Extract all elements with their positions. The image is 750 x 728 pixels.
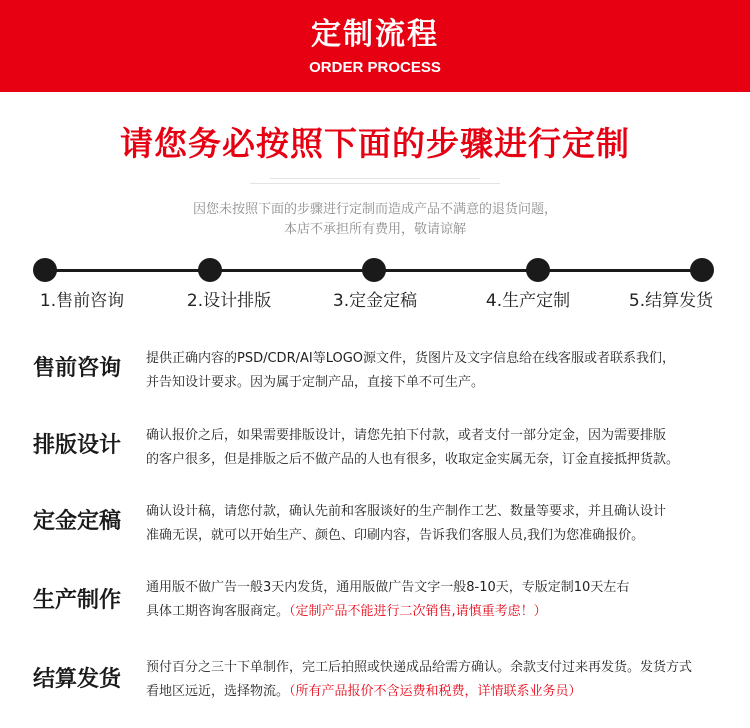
section-line	[146, 680, 736, 704]
section-title-settlement: 结算发货	[32, 667, 121, 692]
step-dot-3	[362, 258, 386, 282]
notice-line-1: 因您未按照下面的步骤进行定制而造成产品不满意的退货问题，	[192, 202, 557, 217]
notice-text	[0, 200, 750, 240]
section-line	[146, 448, 736, 472]
divider-line	[270, 178, 480, 179]
divider-line	[250, 183, 500, 184]
section-line-warning: （所有产品报价不含运费和税费，详情联系业务员）	[289, 684, 582, 699]
header-banner	[0, 0, 750, 92]
section-line	[146, 524, 736, 548]
banner-subtitle: ORDER PROCESS	[309, 59, 441, 76]
step-dot-1	[33, 258, 57, 282]
step-label-5: 5.结算发货	[628, 291, 714, 311]
step-label-4: 4.生产定制	[485, 291, 571, 311]
section-line: 确认设计稿，请您付款，确认先前和客服谈好的生产制作工艺、数量等要求，并且确认设计	[146, 504, 667, 519]
step-dot-2	[198, 258, 222, 282]
section-line-warning: （定制产品不能进行二次销售,请慎重考虑！）	[289, 604, 547, 619]
section-body-settlement	[146, 656, 736, 704]
section-body-presale	[146, 347, 736, 395]
notice-line-2: 本店不承担所有费用，敬请谅解	[283, 222, 466, 237]
main-headline: 请您务必按照下面的步骤进行定制	[120, 124, 630, 163]
section-line-text: 的客户很多，但是排版之后不做产品的人也有很多，收取定金实属无奈，订金直接抵押货款。	[146, 452, 680, 467]
section-line-text: 看地区远近，选择物流。	[146, 684, 290, 699]
section-line-text: 并告知设计要求。因为属于定制产品，直接下单不可生产。	[146, 375, 485, 390]
section-line: 提供正确内容的PSD/CDR/AI等LOGO源文件，货图片及文字信息给在线客服或者联系我们，	[146, 351, 676, 366]
step-label-2: 2.设计排版	[186, 291, 272, 311]
section-body-production	[146, 576, 736, 624]
section-title-deposit: 定金定稿	[32, 509, 121, 534]
section-title-presale: 售前咨询	[32, 356, 121, 381]
section-line: 通用版不做广告一般3天内发货，通用版做广告文字一般8-10天，专版定制10天左右	[146, 580, 630, 595]
section-title-production: 生产制作	[32, 588, 121, 613]
section-line	[146, 600, 736, 624]
step-dot-5	[690, 258, 714, 282]
section-line-text: 具体工期咨询客服商定。	[146, 604, 290, 619]
section-body-deposit	[146, 500, 736, 548]
section-line	[146, 371, 736, 395]
section-body-layout	[146, 424, 736, 472]
section-line-text: 准确无误，就可以开始生产、颜色、印刷内容，告诉我们客服人员,我们为您准确报价。	[146, 528, 645, 543]
step-label-3: 3.定金定稿	[332, 291, 418, 311]
section-line: 确认报价之后，如果需要排版设计，请您先拍下付款，或者支付一部分定金，因为需要排版	[146, 428, 667, 443]
banner-title: 定制流程	[311, 17, 439, 52]
step-dot-4	[526, 258, 550, 282]
step-label-1: 1.售前咨询	[39, 291, 125, 311]
section-title-layout: 排版设计	[32, 433, 121, 458]
section-line: 预付百分之三十下单制作，完工后拍照或快递成品给需方确认。余款支付过来再发货。发货方式	[146, 660, 693, 675]
